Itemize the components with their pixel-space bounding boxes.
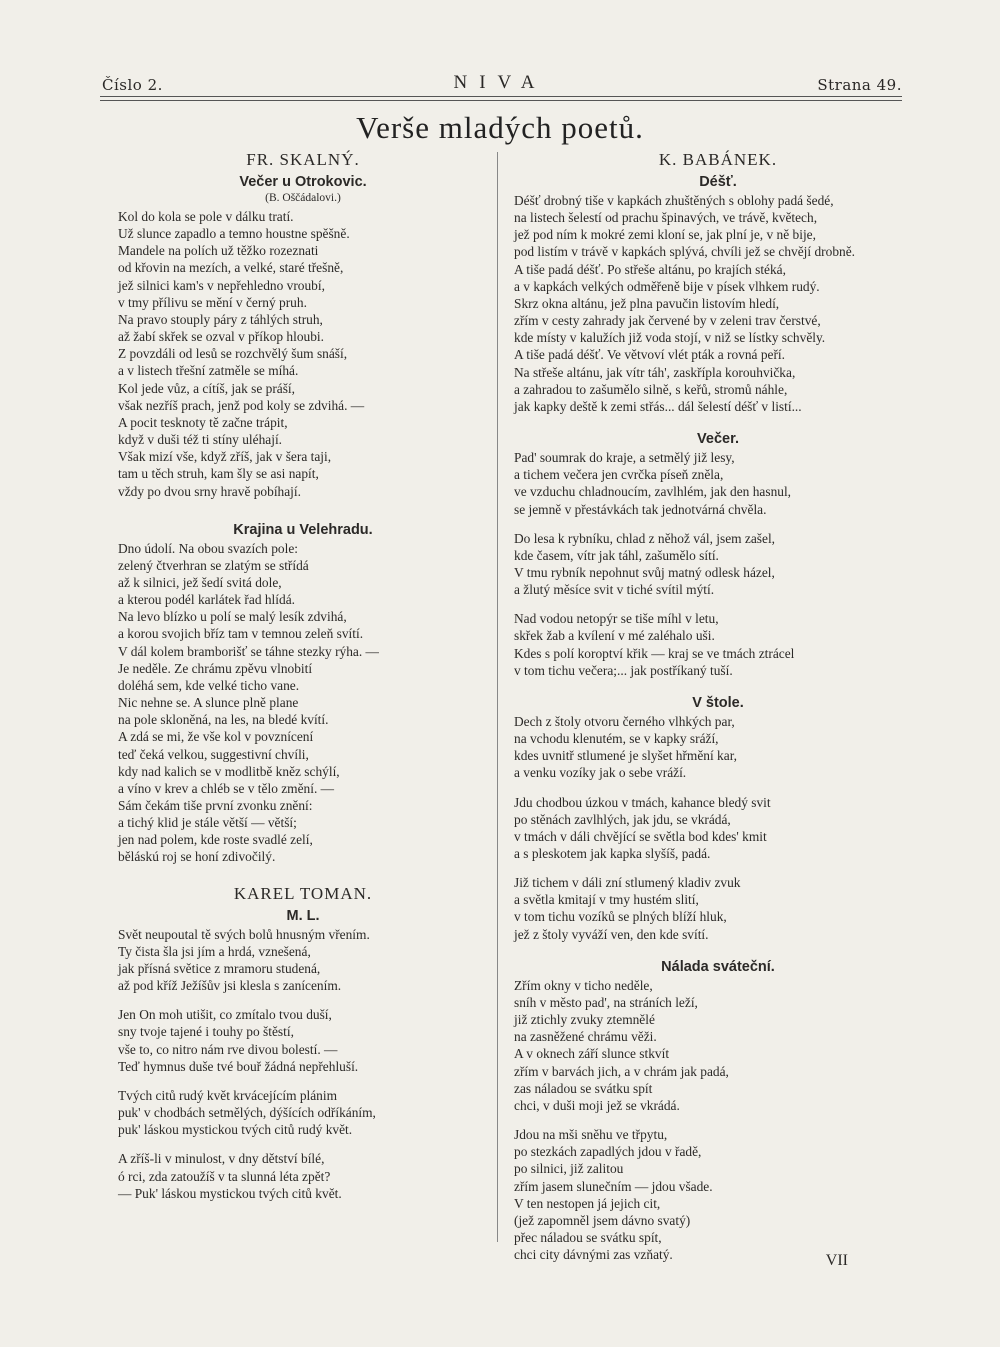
poem-line: Z povzdáli od lesů se rozchvělý šum snáší, bbox=[118, 346, 348, 362]
poem-line: puk' láskou mystickou tvých citů rudý květ. bbox=[118, 1122, 353, 1138]
header-left: Číslo 2. bbox=[102, 76, 163, 94]
poem-line: (jež zapomněl jsem dávno svatý) bbox=[514, 1212, 691, 1228]
poem-line: chci, v duši moji jež se vkrádá. bbox=[514, 1097, 680, 1113]
stanza-gap bbox=[118, 994, 488, 1006]
column-divider bbox=[497, 152, 498, 1242]
poem-gap bbox=[508, 679, 928, 691]
poem-line: Kol do kola se pole v dálku tratí. bbox=[118, 209, 294, 224]
poem-line: Svět neupoutal tě svých bolů hnusným vřením. bbox=[118, 926, 370, 942]
poem-line: jež z štoly vyváží ven, den kde svítí. bbox=[514, 926, 709, 942]
poem-line: ve vzduchu chladnoucím, zavlhlém, jak den hasnul, bbox=[514, 484, 792, 500]
stanza-gap bbox=[508, 598, 928, 610]
stanza-gap bbox=[118, 1075, 488, 1087]
poem-line: a tichý klid je stále větší — větší; bbox=[118, 815, 297, 831]
poem-line: však nezříš prach, jenž pod koly se zdvihá. — bbox=[118, 397, 365, 413]
poem-line: kde místy v kalužích již voda stojí, v niž se lístky schvěly. bbox=[514, 330, 826, 346]
poem-line: doléhá sem, kde velké ticho vane. bbox=[118, 677, 300, 693]
poem-line: a zahradou to zašumělo silně, s keřů, stromů náhle, bbox=[514, 381, 788, 397]
left-column bbox=[118, 150, 488, 1202]
poem-title: Večer u Otrokovic. bbox=[239, 174, 367, 190]
poem-title: Krajina u Velehradu. bbox=[233, 521, 373, 538]
poem-line: kde časem, vítr jak táhl, zašumělo sítí. bbox=[514, 547, 719, 563]
poem-line: V tmu rybník nepohnut svůj matný odlesk házel, bbox=[514, 564, 775, 580]
poem-line: v tmách v dáli chvějící se světla bod kdes' kmit bbox=[514, 828, 767, 844]
poem-line: A tiše padá déšť. Po střeše altánu, po krajích stéká, bbox=[514, 261, 786, 277]
poem-line: pod listím v trávě v kapkách splývá, chvíli jež se chvějí drobně. bbox=[514, 244, 855, 260]
poem-line: a s pleskotem jak kapka slyšíš, padá. bbox=[514, 846, 711, 861]
poem-dedication: (B. Oščádalovi.) bbox=[265, 192, 341, 204]
poem-line: Jen On moh utišit, co zmítalo tvou duší, bbox=[118, 1007, 332, 1023]
poem-line: v tom tichu vozíků se plných blíží hluk, bbox=[514, 909, 727, 925]
poem-line: A pocit tesknoty tě začne trápit, bbox=[118, 414, 288, 430]
header-center: NIVA bbox=[453, 72, 547, 93]
poem-line: na listech šelestí od prachu špinavých, ve trávě, květech, bbox=[514, 210, 818, 226]
poem-line: Teď hymnus duše tvé bouř žádná nepřehluší. bbox=[118, 1058, 359, 1074]
poem-line: na pole skloněná, na les, na bledé kvítí. bbox=[118, 712, 329, 728]
poem-line: A zdá se mi, že vše kol v povznícení bbox=[118, 729, 314, 745]
poem-line: V dál kolem bramborišť se táhne stezky rýha. — bbox=[118, 643, 379, 659]
poem-line: Do lesa k rybníku, chlad z něhož vál, jsem zašel, bbox=[514, 530, 776, 546]
poem-line: Však mizí vše, když zříš, jak v šera taji, bbox=[118, 449, 332, 465]
poem-line: Ty čista šla jsi jím a hrdá, vznešená, bbox=[118, 943, 311, 959]
poem-line: a v listech třešní zatměle se míhá. bbox=[118, 363, 299, 379]
poem-line: Dech z štoly otvoru černého vlhkých par, bbox=[514, 713, 735, 729]
poem-line: od křovin na mezích, a velké, staré třešně, bbox=[118, 260, 344, 276]
poem-line: běláskú roj se honí zdivočilý. bbox=[118, 849, 276, 865]
poem-title: Večer. bbox=[697, 431, 739, 448]
author-name: FR. SKALNÝ. bbox=[246, 150, 360, 169]
poem-line: v tmy přílivu se mění v černý pruh. bbox=[118, 294, 307, 310]
poem-line: vše to, co nitro nám rve divou bolestí. — bbox=[118, 1041, 338, 1057]
poem-line: jež silnici kam's v nepřehledno vroubí, bbox=[118, 277, 325, 293]
poem-line: v tom tichu večera;... jak postříkaný tuší. bbox=[514, 662, 733, 678]
poem-line: když v duši též ti stíny uléhají. bbox=[118, 432, 283, 448]
poem-line: A v oknech září slunce stkvít bbox=[514, 1046, 670, 1062]
poem-line: zřím v cesty zahrady jak červené by v zeleni trav čerstvé, bbox=[514, 313, 821, 329]
poem-line: přec náladou se svátku spít, bbox=[514, 1229, 662, 1245]
poem-line: Už slunce zapadlo a temno houstne spěšně. bbox=[118, 226, 350, 242]
poem-line: a korou svojich bříz tam v temnou zeleň svítí. bbox=[118, 626, 364, 642]
poem-line: Na střeše altánu, jak vítr táh', zaskřípla korouhvička, bbox=[514, 364, 796, 380]
poem-line: až žabí skřek se ozval v příkop hloubi. bbox=[118, 329, 325, 345]
poem-line: Dno údolí. Na obou svazích pole: bbox=[118, 540, 298, 556]
poem-line: sníh v město pad', na stráních leží, bbox=[514, 994, 698, 1010]
poem-line: Kol jede vůz, a cítíš, jak se práší, bbox=[118, 380, 296, 396]
poem-line: Již tichem v dáli zní stlumený kladiv zvuk bbox=[514, 875, 741, 891]
poem-line: tam u těch struh, kam šly se asi napít, bbox=[118, 466, 319, 482]
poem-line: a víno v krev a chléb se v tělo změní. — bbox=[118, 780, 335, 796]
poem-line: chci city dávnými zas vzňatý. bbox=[514, 1247, 673, 1263]
poem-line: a venku vozíky jak o sebe vráží. bbox=[514, 765, 687, 781]
poem-line: Sám čekám tiše první zvonku znění: bbox=[118, 798, 313, 813]
poem-line: na zasněžené chrámu věži. bbox=[514, 1029, 657, 1045]
poem-line: kdes uvnitř stlumené je slyšet hřmění kar, bbox=[514, 748, 737, 764]
author-name: K. BABÁNEK. bbox=[658, 150, 778, 169]
poem-title: V štole. bbox=[692, 694, 744, 711]
poem-line: jen nad polem, kde roste svadlé zelí, bbox=[118, 832, 313, 848]
poem-line: se jemně v přestávkách tak jednotvárná chvěla. bbox=[514, 501, 767, 517]
poem-title: M. L. bbox=[286, 907, 320, 924]
poem-line: ó rci, zda zatoužíš v ta slunná léta zpět? bbox=[118, 1168, 331, 1184]
stanza-gap bbox=[118, 1138, 488, 1150]
poem-line: Déšť drobný tiše v kapkách zhuštěných s oblohy padá šedé, bbox=[514, 193, 834, 208]
right-column bbox=[508, 150, 928, 1263]
poem-line: po stěnách zavlhlých, jak jdu, se vkrádá, bbox=[514, 811, 731, 827]
poem-title: Déšť. bbox=[699, 174, 737, 190]
poem-line: jak kapky deště k zemi střás... dál šelestí déšť v listí... bbox=[514, 398, 802, 414]
poem-line: zřím jasem slunečním — jdou všade. bbox=[514, 1178, 713, 1194]
poem-gap bbox=[118, 500, 488, 518]
poem-line: Nad vodou netopýr se tiše míhl v letu, bbox=[514, 611, 719, 627]
header-rule bbox=[100, 100, 902, 101]
poem-line: a v kapkách velkých odměřeně bije v písek vlhkem rudý. bbox=[514, 278, 820, 294]
poem-line: Skrz okna altánu, jež plna pavučin listovím hledí, bbox=[514, 295, 780, 311]
poem-line: Tvých citů rudý květ krvácejícím plánim bbox=[118, 1087, 338, 1103]
poem-line: Na pravo stouply páry z táhlých struh, bbox=[118, 311, 323, 327]
poem-line: Na levo blízko u polí se malý lesík zdvihá, bbox=[118, 609, 347, 625]
author-name: KAREL TOMAN. bbox=[233, 883, 373, 903]
stanza-gap bbox=[508, 1114, 928, 1126]
poem-line: po silnici, již zalitou bbox=[514, 1161, 624, 1177]
poem-line: Jdu chodbou úzkou v tmách, kahance bledý svit bbox=[514, 794, 771, 810]
poem-line: jak přísná světice z mramoru studená, bbox=[118, 960, 321, 976]
poem-line: až k silnici, jež šedí svitá dole, bbox=[118, 574, 282, 590]
poem-line: již ztichly zvuky ztemnělé bbox=[514, 1012, 655, 1028]
poem-line: V ten nestopen já jejich cit, bbox=[514, 1195, 661, 1211]
poem-line: zelený čtverhran se zlatým se střídá bbox=[118, 557, 309, 573]
poem-line: puk' v chodbách setmělých, dýšících odříkáním, bbox=[118, 1105, 376, 1121]
poem-line: sny tvoje tajené i touhy po štěstí, bbox=[118, 1024, 294, 1040]
poem-line: kdy nad kalich se v modlitbě kněz schýlí, bbox=[118, 763, 340, 779]
header-rule bbox=[100, 96, 902, 97]
poem-line: a světla kmitají v tmy hustém slití, bbox=[514, 892, 699, 908]
poem-gap bbox=[508, 943, 928, 955]
poem-line: a kterou podél karlátek řad hlídá. bbox=[118, 592, 295, 608]
poem-line: až pod kříž Ježíšův jsi klesla s zanícením. bbox=[118, 978, 342, 994]
poem-line: Kdes s polí koroptví křik — kraj se ve tmách ztrácel bbox=[514, 645, 795, 661]
stanza-gap bbox=[508, 862, 928, 874]
poem-gap bbox=[508, 415, 928, 427]
stanza-gap bbox=[508, 518, 928, 530]
poem-line: Mandele na polích už těžko rozeznati bbox=[118, 243, 319, 259]
poem-line: vždy po dvou srny hravě pobíhají. bbox=[118, 483, 301, 499]
poem-line: Zřím okny v ticho neděle, bbox=[514, 977, 653, 993]
poem-line: na vchodu klenutém, se v kapky sráží, bbox=[514, 731, 719, 747]
poem-line: A tiše padá déšť. Ve větvoví vlét pták a rovná peří. bbox=[514, 347, 785, 363]
poem-line: jež pod ním k mokré zemi kloní se, jak plní je, v ně bije, bbox=[514, 227, 816, 243]
page-signature: VII bbox=[825, 1252, 848, 1269]
poem-title: Nálada sváteční. bbox=[661, 958, 775, 975]
poem-line: po stezkách zapadlých jdou v řadě, bbox=[514, 1144, 702, 1160]
poem-line: Je neděle. Ze chrámu zpěvu vlnobití bbox=[118, 660, 313, 676]
poem-line: a tichem večera jen cvrčka píseň zněla, bbox=[514, 467, 724, 483]
header-right: Strana 49. bbox=[817, 76, 902, 94]
poem-line: Nic nehne se. A slunce plně plane bbox=[118, 695, 299, 711]
poem-line: Jdou na mši sněhu ve třpytu, bbox=[514, 1127, 668, 1143]
poem-line: zas náladou se svátku spít bbox=[514, 1080, 653, 1096]
poem-line: teď čeká velkou, suggestivní chvíli, bbox=[118, 746, 309, 762]
section-gap bbox=[118, 866, 488, 884]
poem-line: A zříš-li v minulost, v dny dětství bílé, bbox=[118, 1151, 325, 1167]
poem-line: Pad' soumrak do kraje, a setmělý již lesy, bbox=[514, 450, 735, 466]
stanza-gap bbox=[508, 782, 928, 794]
poem-line: zřím v barvách jich, a v chrám jak padá, bbox=[514, 1063, 729, 1079]
poem-line: — Puk' láskou mystickou tvých citů květ. bbox=[118, 1185, 342, 1201]
poem-line: skřek žab a kvílení v mé zaléhalo uši. bbox=[514, 628, 715, 644]
page-title: Verše mladých poetů. bbox=[356, 110, 644, 145]
poem-line: a žlutý měsíce svit v tiché svítil mýtí. bbox=[514, 582, 715, 598]
